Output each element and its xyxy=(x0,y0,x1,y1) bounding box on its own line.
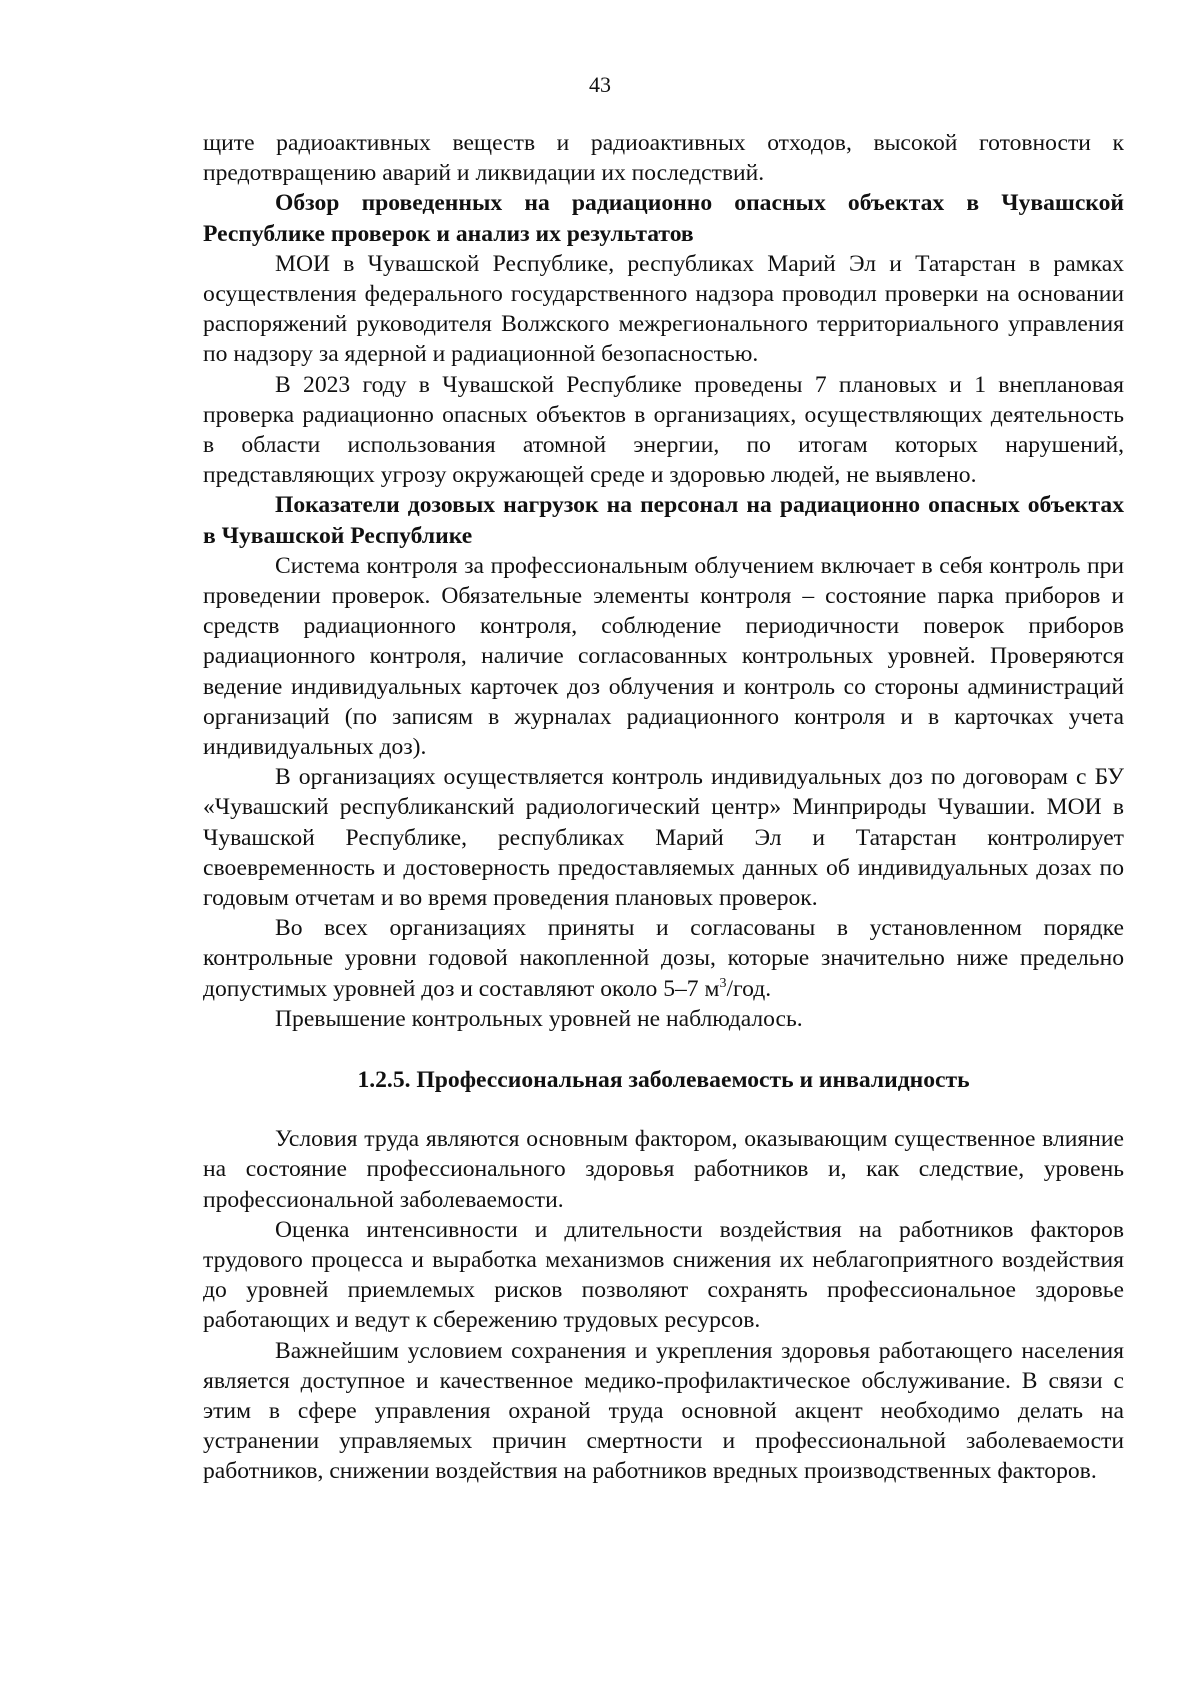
paragraph-assessment: Оценка интенсивности и длительности воздействия на работников факторов трудового процесса и выработка механизмов снижения их неблагоприятного воздействия до уровней приемлемых рисков позволяют сохранять профессиональное здоровье работающих и ведут к сбережению трудовых ресурсов. xyxy=(203,1216,1124,1334)
paragraph-working-conditions: Условия труда являются основным фактором, оказывающим существенное влияние на состояние профессионального здоровья работников и, как следствие, уровень профессиональной заболеваемости. xyxy=(203,1126,1124,1213)
paragraph-individual-dose-control: В организациях осуществляется контроль индивидуальных доз по договорам с БУ «Чувашский республиканский радиологический центр» Минприроды Чувашии. МОИ в Чувашской Республике, республиках Марий Эл и Татарстан контролирует своевременность и достоверность предоставляемых данных об индивидуальных дозах по годовым отчетам и во время проведения плановых проверок. xyxy=(203,764,1124,912)
paragraph-intro-continuation: щите радиоактивных веществ и радиоактивных отходов, высокой готовности к предотвращению аварий и ликвидации их последствий. xyxy=(203,130,1124,187)
paragraph-2023-inspections: В 2023 году в Чувашской Республике проведены 7 плановых и 1 внеплановая проверка радиационно опасных объектов в организациях, осуществляющих деятельность в области использования атомной энергии, по итогам которых нарушений, представляющих угрозу окружающей среде и здоровью людей, не выявлено. xyxy=(203,371,1124,489)
subheading-dose-indicators: Показатели дозовых нагрузок на персонал на радиационно опасных объектах в Чувашской Республике xyxy=(203,492,1124,549)
paragraph-moi-supervision: МОИ в Чувашской Республике, республиках Марий Эл и Татарстан в рамках осуществления федерального государственного надзора проводил проверки на основании распоряжений руководителя Волжского межрегионального территориального управления по надзору за ядерной и радиационной безопасностью. xyxy=(203,250,1124,368)
page-content xyxy=(203,128,1124,1487)
paragraph-control-levels xyxy=(203,913,1124,1004)
subheading-inspections-review: Обзор проведенных на радиационно опасных объектах в Чувашской Республике проверок и анализ их результатов xyxy=(203,190,1124,247)
control-levels-unit: /год. xyxy=(726,975,772,1002)
page-number: 43 xyxy=(589,72,611,97)
paragraph-medical-service: Важнейшим условием сохранения и укрепления здоровья работающего населения является доступное и качественное медико-профилактическое обслуживание. В связи с этим в сфере управления охраной труда основной акцент необходимо делать на устранении управляемых причин смертности и профессиональной заболеваемости работников, снижении воздействия на работников вредных производственных факторов. xyxy=(203,1337,1124,1485)
paragraph-no-exceedance: Превышение контрольных уровней не наблюдалось. xyxy=(275,1005,803,1032)
paragraph-control-system: Система контроля за профессиональным облучением включает в себя контроль при проведении проверок. Обязательные элементы контроля – состояние парка приборов и средств радиационного контроля, соблюдение периодичности поверок приборов радиационного контроля, наличие согласованных контрольных уровней. Проверяются ведение индивидуальных карточек доз облучения и контроль со стороны администраций организаций (по записям в журналах радиационного контроля и в карточках учета индивидуальных доз). xyxy=(203,552,1124,761)
section-heading-occupational-disease: 1.2.5. Профессиональная заболеваемость и инвалидность xyxy=(357,1067,970,1094)
superscript-exponent: 3 xyxy=(719,975,727,991)
control-levels-text: Во всех организациях приняты и согласованы в установленном порядке контрольные уровни годовой накопленной дозы, которые значительно ниже предельно допустимых уровней доз и составляют около 5–7 м xyxy=(203,915,1124,1002)
